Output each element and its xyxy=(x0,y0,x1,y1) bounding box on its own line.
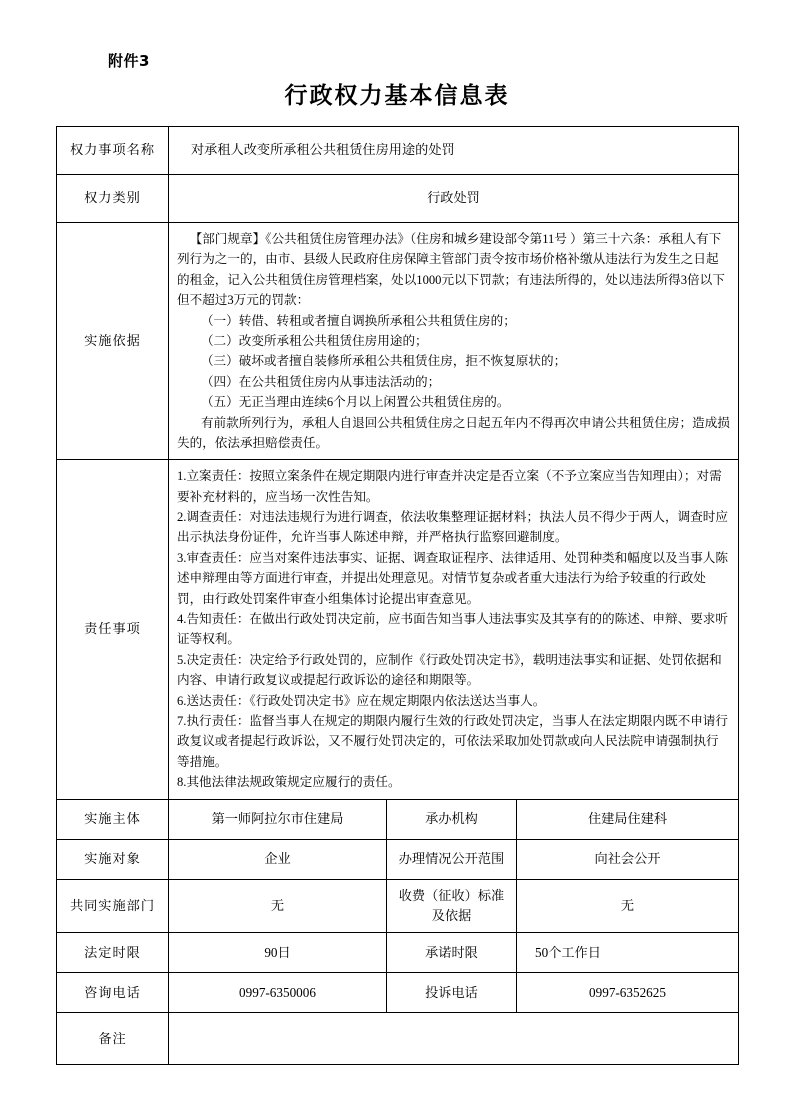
attachment-label: 附件3 xyxy=(108,52,150,70)
duty-items-value xyxy=(169,460,739,799)
basis-paragraph: （五）无正当理由连续6个月以上闲置公共租赁住房的。 xyxy=(200,395,510,410)
joint-department-label: 共同实施部门 xyxy=(57,879,169,933)
duty-paragraph: 3.审查责任：应当对案件违法事实、证据、调查取证程序、法律适用、处罚种类和幅度以及当事人陈述申辩理由等方面进行审查，并提出处理意见。对情节复杂或者重大违法行为给予较重的行政处罚，由行政处罚案件审查小组集体讨论提出审查意见。 xyxy=(177,550,728,606)
basis-paragraph: （二）改变所承租公共租赁住房用途的； xyxy=(200,333,428,348)
complaint-phone-value: 0997-6352625 xyxy=(517,973,739,1013)
basis-text-block xyxy=(177,229,730,453)
promised-time-limit-value: 50个工作日 xyxy=(517,933,739,973)
consultation-phone-value: 0997-6350006 xyxy=(169,973,387,1013)
basis-paragraph: （三）破坏或者擅自装修所承租公共租赁住房，拒不恢复原状的； xyxy=(200,354,567,369)
power-category-value: 行政处罚 xyxy=(169,175,739,223)
consultation-phone-label: 咨询电话 xyxy=(57,973,169,1013)
duty-paragraph: 6.送达责任：《行政处罚决定书》应在规定期限内依法送达当事人。 xyxy=(177,693,546,708)
implementation-subject-label: 实施主体 xyxy=(57,799,169,839)
fee-standard-value: 无 xyxy=(517,879,739,933)
table-row xyxy=(57,127,739,175)
fee-standard-label: 收费（征收）标准及依据 xyxy=(387,879,517,933)
duty-paragraph: 5.决定责任：决定给予行政处罚的，应制作《行政处罚决定书》，载明违法事实和证据、处罚依据和内容、申请行政复议或提起行政诉讼的途径和期限等。 xyxy=(177,652,722,688)
basis-paragraph: （四）在公共租赁住房内从事违法活动的； xyxy=(200,374,441,389)
table-row xyxy=(57,223,739,460)
remark-value xyxy=(169,1013,739,1065)
implementation-subject-value: 第一师阿拉尔市住建局 xyxy=(169,799,387,839)
duty-paragraph: 2.调查责任：对违法违规行为进行调查，依法收集整理证据材料；执法人员不得少于两人，调查时应出示执法身份证件，允许当事人陈述申辩，并严格执行监察回避制度。 xyxy=(177,510,728,545)
table-row xyxy=(57,799,739,839)
power-info-table xyxy=(56,126,739,1065)
implementation-basis-label: 实施依据 xyxy=(57,223,169,460)
duty-paragraph: 8.其他法律法规政策规定应履行的责任。 xyxy=(177,775,401,790)
duty-paragraph: 1.立案责任：按照立案条件在规定期限内进行审查并决定是否立案（不予立案应当告知理由）；对需要补充材料的，应当场一次性告知。 xyxy=(177,469,722,504)
table-row xyxy=(57,973,739,1013)
implementation-object-value: 企业 xyxy=(169,839,387,879)
promised-time-limit-label: 承诺时限 xyxy=(387,933,517,973)
joint-department-value: 无 xyxy=(169,879,387,933)
remark-label: 备注 xyxy=(57,1013,169,1065)
power-category-label: 权力类别 xyxy=(57,175,169,223)
page-title: 行政权力基本信息表 xyxy=(284,83,510,109)
complaint-phone-label: 投诉电话 xyxy=(387,973,517,1013)
power-name-value: 对承租人改变所承租公共租赁住房用途的处罚 xyxy=(169,127,739,175)
duty-items-label: 责任事项 xyxy=(57,460,169,799)
duty-paragraph: 4.告知责任：在做出行政处罚决定前，应书面告知当事人违法事实及其享有的的陈述、申辩、要求听证等权利。 xyxy=(177,612,728,647)
undertaking-agency-value: 住建局住建科 xyxy=(517,799,739,839)
legal-time-limit-label: 法定时限 xyxy=(57,933,169,973)
table-row xyxy=(57,1013,739,1065)
basis-paragraph: 有前款所列行为，承租人自退回公共租赁住房之日起五年内不得再次申请公共租赁住房；造成损失的，依法承担赔偿责任。 xyxy=(177,415,730,450)
basis-paragraph: 【部门规章】《公共租赁住房管理办法》（住房和城乡建设部令第11号 ）第三十六条：承租人有下列行为之一的，由市、县级人民政府住房保障主管部门责令按市场价格补缴从违法行为发生之日起的租金，记入公共租赁住房管理档案，处以1000元以下罚款；有违法所得的，处以违法所得3倍以下但不超过3万元的罚款： xyxy=(177,232,725,308)
basis-paragraph: （一）转借、转租或者擅自调换所承租公共租赁住房的； xyxy=(200,313,516,328)
table-row xyxy=(57,839,739,879)
table-row xyxy=(57,175,739,223)
legal-time-limit-value: 90日 xyxy=(169,933,387,973)
table-row xyxy=(57,460,739,799)
undertaking-agency-label: 承办机构 xyxy=(387,799,517,839)
duty-paragraph: 7.执行责任：监督当事人在规定的期限内履行生效的行政处罚决定，当事人在法定期限内既不申请行政复议或者提起行政诉讼，又不履行处罚决定的，可依法采取加处罚款或向人民法院申请强制执行等措施。 xyxy=(177,713,728,769)
disclosure-scope-label: 办理情况公开范围 xyxy=(387,839,517,879)
disclosure-scope-value: 向社会公开 xyxy=(517,839,739,879)
implementation-object-label: 实施对象 xyxy=(57,839,169,879)
implementation-basis-value xyxy=(169,223,739,460)
table-row xyxy=(57,933,739,973)
table-row xyxy=(57,879,739,933)
power-name-label: 权力事项名称 xyxy=(57,127,169,175)
duty-text-block xyxy=(177,466,730,792)
